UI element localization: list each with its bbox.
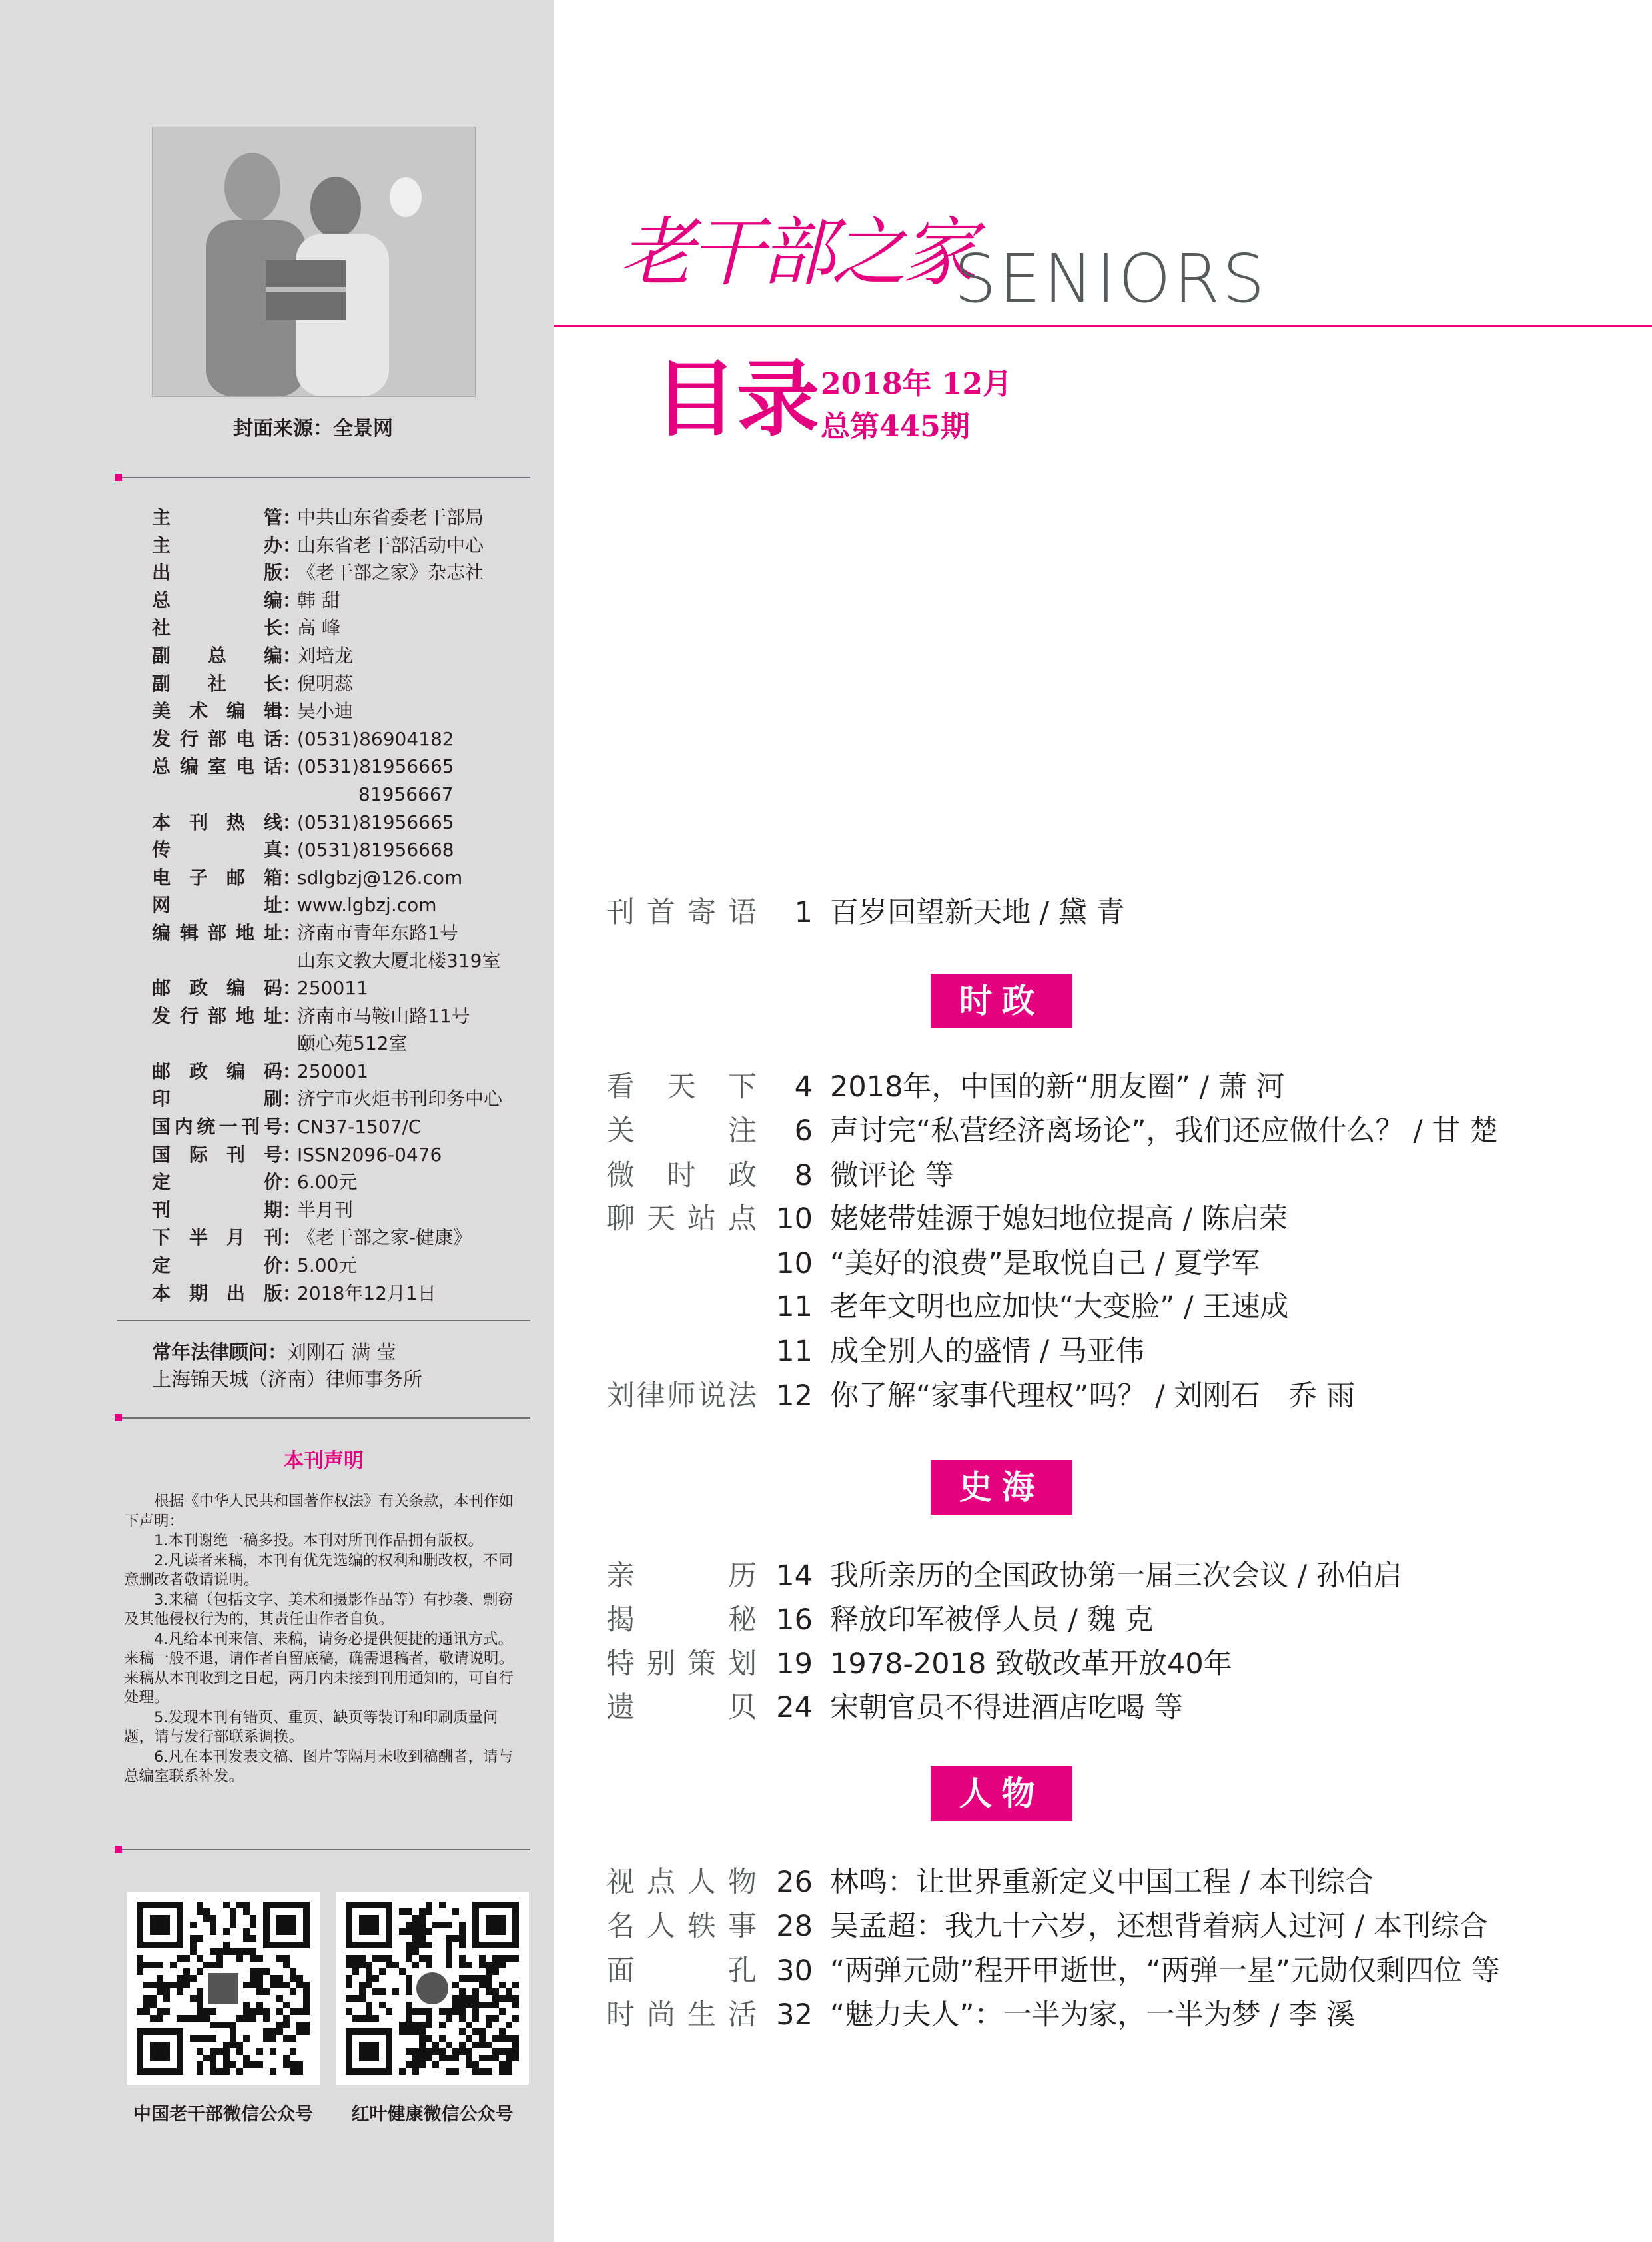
masthead-value: sdlgbzj@126.com [297,866,463,889]
masthead-label: 美术编辑 [152,700,282,723]
masthead-colon: ： [282,1116,302,1138]
toc-page-number: 12 [776,1379,813,1413]
masthead-row [152,559,545,587]
divider [117,1417,530,1419]
masthead-colon [282,947,297,975]
toc-article-title: “两弹元勋”程开甲逝世，“两弹一星”元勋仅剩四位 等 [830,1954,1500,1988]
toc-page-number: 11 [776,1290,813,1323]
masthead-label: 下半月刊 [152,1226,282,1249]
masthead-label: 传真 [152,839,282,861]
masthead-colon: ： [282,894,302,917]
masthead-colon: ： [282,672,302,695]
masthead-label: 发行部电话 [152,727,282,750]
masthead-row [152,753,545,781]
masthead-value: 5.00元 [297,1254,358,1277]
magazine-logo: 老干部之家 [620,210,973,296]
masthead-row [152,1030,545,1058]
toc-article-title: 姥姥带娃源于媳妇地位提高 [830,1202,1174,1236]
masthead-value: 济宁市火炬书刊印务中心 [297,1088,503,1110]
toc-entry[interactable] [0,1287,1652,1327]
masthead-value: 颐心苑512室 [297,1032,408,1055]
toc-page-number: 8 [794,1159,813,1192]
toc-article [830,1951,1500,1991]
masthead-colon: ： [282,1060,302,1082]
divider [117,1849,530,1850]
toc-entry[interactable] [0,1644,1652,1684]
masthead-value: (0531)81956668 [297,839,454,861]
toc-entry[interactable] [0,1376,1652,1416]
masthead-colon: ： [282,589,302,611]
masthead-label: 副社长 [152,672,282,695]
masthead-row [152,947,545,975]
notice-paragraph: 1.本刊谢绝一稿多投。本刊对所刊作品拥有版权。 [154,1532,483,1549]
masthead-label [152,1030,282,1058]
toc-page-number: 11 [776,1335,813,1368]
masthead-colon: ： [282,700,302,723]
masthead-value: www.lgbzj.com [297,894,437,917]
toc-column-name: 遗贝 [606,1691,757,1724]
masthead-value: 81956667 [358,783,454,805]
toc-article-author: / 本刊综合 [1231,1866,1374,1899]
toc-article-title: 林鸣：让世界重新定义中国工程 [830,1866,1231,1899]
masthead-colon: ： [282,1226,302,1249]
masthead-value: 吴小迪 [297,700,354,723]
masthead-label: 发行部地址 [152,1004,282,1027]
masthead-row [152,864,545,892]
toc-article [830,1111,1498,1151]
masthead-value: 半月刊 [297,1198,354,1221]
masthead-label: 社长 [152,617,282,639]
masthead-label: 副总编 [152,644,282,667]
toc-column-name: 视点人物 [606,1866,757,1899]
notice-paragraph: 3.来稿（包括文字、美术和摄影作品等）有抄袭、剽窃及其他侵权行为的，其责任由作者自负。 [124,1591,513,1628]
toc-entry[interactable] [0,1244,1652,1284]
section-banner: 人物 [931,1766,1072,1821]
masthead-row [152,614,545,642]
toc-entry[interactable] [0,1067,1652,1107]
toc-article [830,1600,1154,1640]
masthead-value: 2018年12月1日 [297,1282,436,1304]
masthead-label: 刊期 [152,1198,282,1221]
toc-page-number: 30 [776,1954,813,1988]
toc-entry[interactable] [0,1556,1652,1596]
masthead-row [152,587,545,615]
masthead-row [152,642,545,670]
masthead-label: 印刷 [152,1088,282,1110]
toc-article [830,1862,1374,1902]
masthead-row [152,836,545,864]
masthead-colon: ： [282,727,302,750]
masthead-colon: ： [282,1088,302,1110]
masthead-colon: ： [282,866,302,889]
toc-article-title: 微评论 等 [830,1159,954,1192]
masthead-value: (0531)81956665 [297,755,454,778]
notice-paragraph: 6.凡在本刊发表文稿、图片等隔月未收到稿酬者，请与总编室联系补发。 [124,1748,513,1785]
toc-page-number: 6 [794,1114,813,1148]
toc-article-author: / 孙伯启 [1288,1559,1402,1593]
toc-entry[interactable] [0,1600,1652,1640]
toc-article [830,1644,1232,1684]
header-divider [554,325,1652,327]
masthead-value: (0531)81956665 [297,811,454,833]
toc-article-title: 2018年，中国的新“朋友圈” [830,1070,1190,1104]
masthead-row [152,670,545,698]
masthead-label [152,947,282,975]
issue-date: 2018年 12月 [821,367,1013,401]
masthead-colon: ： [282,644,302,667]
masthead-label: 定价 [152,1254,282,1277]
toc-page-number: 28 [776,1910,813,1943]
qr-caption: 红叶健康微信公众号 [351,2104,514,2125]
masthead-colon: ： [282,1198,302,1221]
masthead-value: 济南市马鞍山路11号 [297,1004,470,1027]
notice-paragraph: 5.发现本刊有错页、重页、缺页等装订和印刷质量问题，请与发行部联系调换。 [124,1708,498,1746]
masthead-label: 国际刊号 [152,1143,282,1166]
masthead-value: 刘培龙 [297,644,354,667]
masthead-colon: ： [282,561,302,584]
toc-article-title: 释放印军被俘人员 [830,1603,1059,1637]
toc-column-name: 亲历 [606,1559,757,1593]
toc-column-name: 看天下 [606,1070,757,1104]
masthead-value: (0531)86904182 [297,727,454,750]
masthead-label: 主办 [152,534,282,556]
toc-article [830,1067,1285,1107]
masthead-label: 出版 [152,561,282,584]
toc-entry[interactable] [0,1199,1652,1239]
masthead-colon: ： [282,811,302,833]
masthead-value: 倪明蕊 [297,672,354,695]
masthead-colon: ： [282,1171,302,1194]
masthead-label: 邮政编码 [152,1060,282,1082]
toc-entry[interactable] [0,1331,1652,1371]
masthead-label: 总编室电话 [152,755,282,778]
toc-article-author: / 刘刚石 乔 雨 [1146,1379,1356,1413]
toc-column-name: 揭秘 [606,1603,757,1637]
masthead-colon: ： [282,1143,302,1166]
toc-column-name: 时尚生活 [606,1998,757,2032]
masthead-label: 国内统一刊号 [152,1116,282,1138]
masthead-colon: ： [282,921,302,944]
masthead-value: ISSN2096-0476 [297,1143,442,1166]
masthead-value: 《老干部之家-健康》 [297,1226,472,1249]
toc-article-title: 1978-2018 致敬改革开放40年 [830,1647,1232,1681]
toc-article-author: / 陈启荣 [1174,1202,1288,1236]
masthead-value: 山东省老干部活动中心 [297,534,484,556]
masthead-colon: ： [282,534,302,556]
masthead-row [152,725,545,753]
masthead-row [152,809,545,837]
masthead-label: 电子邮箱 [152,866,282,889]
toc-article [830,1906,1488,1946]
section-banner: 时政 [931,974,1072,1028]
masthead-label: 网址 [152,894,282,917]
masthead-value: 250011 [297,977,368,1000]
masthead-row [152,1002,545,1030]
toc-article-author: / 甘 楚 [1404,1114,1499,1148]
toc-article-author: / 本刊综合 [1346,1910,1488,1943]
toc-entry[interactable] [0,1995,1652,2035]
toc-page-number: 4 [794,1070,813,1104]
toc-article-title: 吴孟超：我九十六岁，还想背着病人过河 [830,1910,1346,1943]
masthead-colon: ： [282,617,302,639]
notice-paragraph: 4.凡给本刊来信、来稿，请务必提供便捷的通讯方式。来稿一般不退，请作者自留底稿，确需退稿者，敬请说明。来稿从本刊收到之日起，两月内未接到刊用通知的，可自行处理。 [124,1630,514,1706]
toc-entry[interactable] [0,1951,1652,1991]
masthead-colon: ： [282,755,302,778]
masthead-label: 编辑部地址 [152,921,282,944]
toc-page-number: 19 [776,1647,813,1681]
toc-article [830,1199,1288,1239]
toc-article-author: / 夏学军 [1146,1247,1260,1280]
masthead-label: 总编 [152,589,282,611]
toc-article [830,1287,1288,1327]
toc-page-number: 16 [776,1603,813,1637]
toc-article-author: / 黛 青 [1031,896,1125,929]
masthead-value: 《老干部之家》杂志社 [297,561,484,584]
toc-entry[interactable] [0,1156,1652,1196]
masthead-colon: ： [282,1282,302,1304]
notice-paragraph: 根据《中华人民共和国著作权法》有关条款，本刊作如下声明： [124,1493,514,1530]
legal-advisor-names: 刘刚石 满 莹 [287,1341,396,1363]
masthead-row [152,781,545,809]
toc-page-number: 26 [776,1866,813,1899]
masthead-value: 山东文教大厦北楼319室 [297,949,501,972]
toc-column-name: 面孔 [606,1954,757,1988]
divider-marker [115,1846,122,1853]
toc-article [830,1244,1260,1284]
qr-caption: 中国老干部微信公众号 [133,2104,313,2125]
toc-article-title: 你了解“家事代理权”吗？ [830,1379,1146,1413]
masthead-value: 韩 甜 [297,589,340,611]
toc-column-name: 特别策划 [606,1647,757,1681]
toc-article [830,1556,1402,1596]
toc-article-title: 老年文明也应加快“大变脸” [830,1290,1175,1323]
toc-article [830,1331,1144,1371]
notice-paragraph: 2.凡读者来稿，本刊有优先选编的权利和删改权，不同意删改者敬请说明。 [124,1551,513,1589]
masthead-row [152,532,545,560]
toc-page-number: 32 [776,1998,813,2032]
legal-advisor-label: 常年法律顾问： [152,1341,288,1363]
section-banner: 史海 [931,1460,1072,1515]
masthead-label: 主管 [152,506,282,528]
masthead-colon: ： [282,506,302,528]
masthead-value: 250001 [297,1060,368,1082]
toc-article [830,1156,954,1196]
masthead-value: 高 峰 [297,617,340,639]
toc-article-title: 声讨完“私营经济离场论”，我们还应做什么？ [830,1114,1404,1148]
cover-caption: 封面来源：全景网 [233,417,393,440]
masthead-value: CN37-1507/C [297,1116,422,1138]
masthead-value: 济南市青年东路1号 [297,921,458,944]
toc-article-title: 宋朝官员不得进酒店吃喝 等 [830,1691,1183,1724]
toc-column-name: 刊首寄语 [606,896,757,929]
masthead-row [152,974,545,1002]
masthead-value: 中共山东省委老干部局 [297,506,484,528]
toc-page-number: 1 [794,896,813,929]
toc-entry[interactable] [0,1906,1652,1946]
masthead-colon [282,781,297,809]
masthead-row [152,697,545,725]
toc-page-number: 14 [776,1559,813,1593]
issue-number: 总第445期 [821,410,970,444]
toc-column-name: 微时政 [606,1159,757,1192]
toc-article [830,1688,1183,1728]
masthead-row [152,504,545,532]
magazine-logo-english: SENIORS [954,240,1268,318]
masthead-label: 定价 [152,1171,282,1194]
toc-column-name: 聊天站点 [606,1202,757,1236]
toc-article-title: “魅力夫人”：一半为家，一半为梦 [830,1998,1261,2032]
toc-column-name: 刘律师说法 [606,1379,757,1413]
masthead-label [152,781,282,809]
toc-article-title: 成全别人的盛情 [830,1335,1031,1368]
toc-page-number: 10 [776,1202,813,1236]
toc-article [830,1376,1355,1416]
masthead-colon: ： [282,839,302,861]
toc-article-author: / 魏 克 [1059,1603,1154,1637]
toc-article-title: “美好的浪费”是取悦自己 [830,1247,1146,1280]
toc-article-author: / 马亚伟 [1031,1335,1144,1368]
masthead-label: 本刊热线 [152,811,282,833]
toc-article-author: / 萧 河 [1190,1070,1285,1104]
toc-article-title: 百岁回望新天地 [830,896,1031,929]
toc-article-title: 我所亲历的全国政协第一届三次会议 [830,1559,1288,1593]
toc-article-author: / 王速成 [1174,1290,1289,1323]
legal-advisor-firm: 上海锦天城（济南）律师事务所 [152,1368,423,1391]
masthead-value: 6.00元 [297,1171,358,1194]
toc-entry[interactable] [0,893,1652,933]
masthead-label: 邮政编码 [152,977,282,1000]
cover-photo-illustration [153,127,475,396]
toc-column-name: 名人轶事 [606,1910,757,1943]
masthead-colon [282,1030,297,1058]
cover-photo [152,127,476,397]
masthead-colon: ： [282,1254,302,1277]
toc-entry[interactable] [0,1111,1652,1151]
divider-marker [115,474,122,481]
toc-article-author: / 李 溪 [1260,1998,1356,2032]
toc-heading: 目录 [654,352,820,448]
toc-page-number: 24 [776,1691,813,1724]
toc-article [830,1995,1355,2035]
masthead-colon: ： [282,1004,302,1027]
toc-column-name: 关注 [606,1114,757,1148]
masthead-label: 本期出版 [152,1282,282,1304]
toc-article [830,893,1125,933]
toc-page-number: 10 [776,1247,813,1280]
toc-entry[interactable] [0,1688,1652,1728]
masthead-colon: ： [282,977,302,1000]
notice-title: 本刊声明 [284,1449,364,1473]
toc-entry[interactable] [0,1862,1652,1902]
divider [117,477,530,478]
